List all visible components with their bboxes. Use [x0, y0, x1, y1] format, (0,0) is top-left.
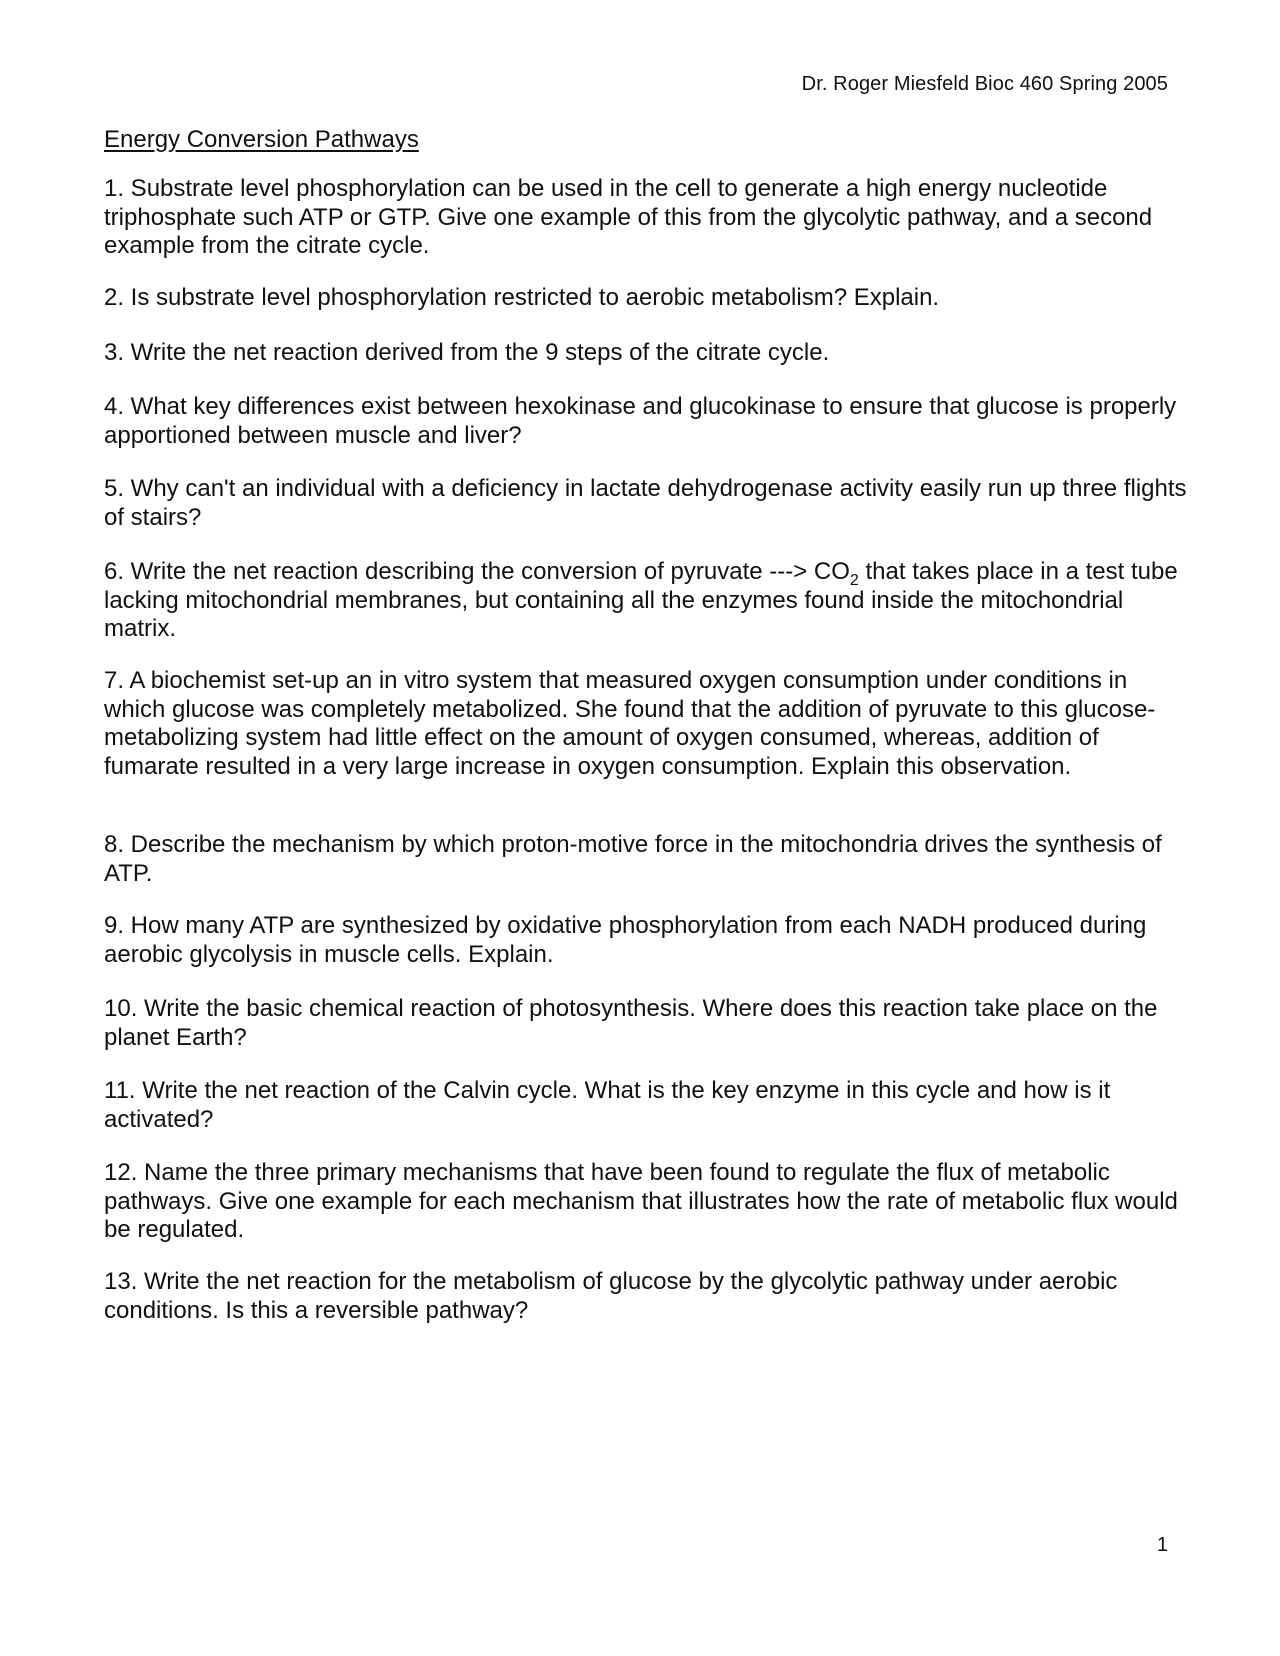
question-8: 8. Describe the mechanism by which proton-motive force in the mitochondria drives the synthesis of ATP.: [104, 831, 1162, 887]
page-number: 1: [1156, 1534, 1168, 1556]
question-3: 3. Write the net reaction derived from the 9 steps of the citrate cycle.: [104, 339, 830, 366]
question-6-part-2: that takes place in a test tube lacking mitochondrial membranes, but containing all the enzymes found inside the mitochondrial matrix.: [104, 558, 1178, 643]
document-header: Dr. Roger Miesfeld Bioc 460 Spring 2005: [801, 73, 1168, 95]
question-11: 11. Write the net reaction of the Calvin cycle. What is the key enzyme in this cycle and how is it activated?: [104, 1077, 1111, 1133]
question-2: 2. Is substrate level phosphorylation restricted to aerobic metabolism? Explain.: [104, 284, 940, 311]
question-12: 12. Name the three primary mechanisms that have been found to regulate the flux of metabolic pathways. Give one example for each mechanism that illustrates how the rate of metabolic flux would be regulated.: [104, 1159, 1178, 1244]
question-6: [104, 558, 1194, 644]
question-1: 1. Substrate level phosphorylation can be used in the cell to generate a high energy nucleotide triphosphate such ATP or GTP. Give one example of this from the glycolytic pathway, and a second example from the citrate cycle.: [104, 175, 1153, 260]
question-5: 5. Why can't an individual with a deficiency in lactate dehydrogenase activity easily run up three flights of stairs?: [104, 475, 1187, 531]
question-6-subscript: 2: [849, 571, 859, 589]
question-9: 9. How many ATP are synthesized by oxidative phosphorylation from each NADH produced during aerobic glycolysis in muscle cells. Explain.: [104, 912, 1147, 968]
question-4: 4. What key differences exist between hexokinase and glucokinase to ensure that glucose is properly apportioned between muscle and liver?: [104, 393, 1177, 449]
question-6-part-1: 6. Write the net reaction describing the conversion of pyruvate ---> CO: [104, 558, 850, 585]
question-10: 10. Write the basic chemical reaction of photosynthesis. Where does this reaction take place on the planet Earth?: [104, 995, 1158, 1051]
question-7: 7. A biochemist set-up an in vitro system that measured oxygen consumption under conditions in which glucose was completely metabolized. She found that the addition of pyruvate to this glucose-metabolizing system had little effect on the amount of oxygen consumed, whereas, addition of fumarate resulted in a very large increase in oxygen consumption. Explain this observation.: [104, 667, 1156, 780]
question-13: 13. Write the net reaction for the metabolism of glucose by the glycolytic pathway under aerobic conditions. Is this a reversible pathway?: [104, 1268, 1118, 1324]
page-title: Energy Conversion Pathways: [104, 126, 419, 153]
